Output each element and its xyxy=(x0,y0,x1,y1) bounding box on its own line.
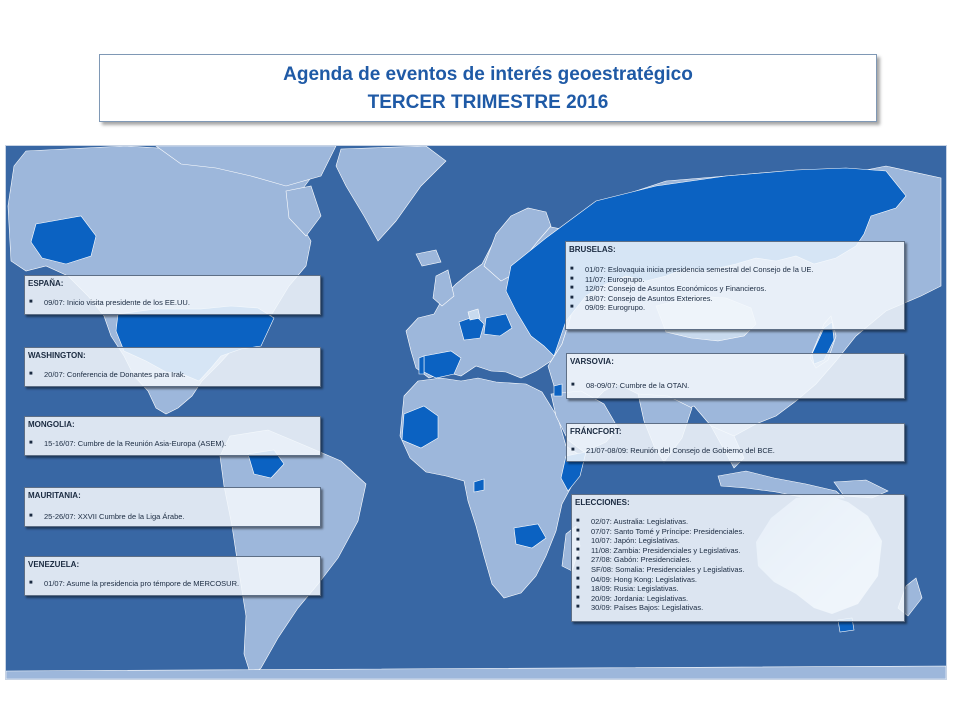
bullet-icon: ■ xyxy=(29,440,33,446)
elecciones-item: ■ 27/08: Gabón: Presidenciales. xyxy=(576,555,692,565)
bruselas-item: ■ 18/07: Consejo de Asuntos Exteriores. xyxy=(570,293,713,303)
varsovia-label: VARSOVIA: xyxy=(570,357,614,366)
elecciones-item: ■ 07/07: Santo Tomé y Príncipe: Presidenciales. xyxy=(576,526,745,536)
elecciones-item: ■ 30/09: Países Bajos: Legislativas. xyxy=(576,603,704,613)
elecciones-item: ■ 02/07: Australia: Legislativas. xyxy=(576,517,689,526)
venezuela-box xyxy=(24,556,321,596)
francfort-item: ■ 21/07-08/09: Reunión del Consejo de Gobierno del BCE. xyxy=(571,446,775,455)
bullet-icon: ■ xyxy=(570,266,574,272)
espana-label: ESPAÑA: xyxy=(28,279,64,288)
mauritania-box xyxy=(24,487,321,527)
elecciones-item: ■ 11/08: Zambia: Presidenciales y Legislativas. xyxy=(576,545,741,555)
espana-item: ■ 09/07: Inicio visita presidente de los EE.UU. xyxy=(29,298,190,307)
bullet-icon: ■ xyxy=(570,285,574,292)
bullet-icon: ■ xyxy=(576,604,580,611)
bullet-icon: ■ xyxy=(29,513,33,519)
bullet-icon: ■ xyxy=(576,546,580,553)
bruselas-box xyxy=(565,241,905,330)
francfort-box xyxy=(566,423,905,462)
varsovia-item: ■ 08-09/07: Cumbre de la OTAN. xyxy=(571,381,690,390)
elecciones-label: ELECCIONES: xyxy=(575,498,630,507)
bullet-icon: ■ xyxy=(570,275,574,282)
bruselas-item: ■ 01/07: Eslovaquia inicia presidencia semestral del Consejo de la UE. xyxy=(570,265,814,274)
bruselas-label: BRUSELAS: xyxy=(569,245,616,254)
bullet-icon: ■ xyxy=(576,537,580,544)
elecciones-item: ■ 04/09: Hong Kong: Legislativas. xyxy=(576,574,697,584)
bullet-icon: ■ xyxy=(29,299,33,305)
mongolia-item: ■ 15-16/07: Cumbre de la Reunión Asia-Europa (ASEM). xyxy=(29,439,227,448)
mongolia-box xyxy=(24,416,321,456)
bullet-icon: ■ xyxy=(571,382,575,388)
washington-label: WASHINGTON: xyxy=(28,351,86,360)
bullet-icon: ■ xyxy=(570,294,574,301)
title-box xyxy=(99,54,877,122)
washington-box xyxy=(24,347,321,387)
elecciones-item: ■ 18/09: Rusia: Legislativas. xyxy=(576,584,679,594)
elecciones-item: ■ 20/09: Jordania: Legislativas. xyxy=(576,593,689,603)
bullet-icon: ■ xyxy=(576,575,580,582)
bullet-icon: ■ xyxy=(576,556,580,563)
venezuela-label: VENEZUELA: xyxy=(28,560,80,569)
bullet-icon: ■ xyxy=(576,518,580,524)
bullet-icon: ■ xyxy=(29,371,33,377)
bullet-icon: ■ xyxy=(576,594,580,601)
washington-item: ■ 20/07: Conferencia de Donantes para Irak. xyxy=(29,370,186,379)
elecciones-item: ■ SF/08: Somalia: Presidenciales y Legislativas. xyxy=(576,564,745,574)
elecciones-item: ■ 10/07: Japón: Legislativas. xyxy=(576,536,680,546)
bruselas-item: ■ 11/07: Eurogrupo. xyxy=(570,274,645,284)
highlight-jordan xyxy=(554,384,562,396)
bruselas-item: ■ 09/09: Eurogrupo. xyxy=(570,303,646,313)
varsovia-box xyxy=(566,353,905,399)
espana-box xyxy=(24,275,321,315)
venezuela-item: ■ 01/07: Asume la presidencia pro témpore de MERCOSUR. xyxy=(29,579,240,588)
bullet-icon: ■ xyxy=(570,304,574,311)
bullet-icon: ■ xyxy=(576,585,580,592)
mauritania-label: MAURITANIA: xyxy=(28,491,81,500)
francfort-label: FRÁNCFORT: xyxy=(570,427,622,436)
bullet-icon: ■ xyxy=(576,527,580,534)
mauritania-item: ■ 25-26/07: XXVII Cumbre de la Liga Árabe. xyxy=(29,512,185,521)
elecciones-box xyxy=(571,494,905,622)
bullet-icon: ■ xyxy=(29,580,33,586)
bruselas-item: ■ 12/07: Consejo de Asuntos Económicos y Financieros. xyxy=(570,284,767,294)
bullet-icon: ■ xyxy=(571,447,575,453)
page-subtitle: TERCER TRIMESTRE 2016 xyxy=(367,92,609,113)
mongolia-label: MONGOLIA: xyxy=(28,420,75,429)
highlight-portugal xyxy=(419,356,424,374)
page-title: Agenda de eventos de interés geoestratégico xyxy=(283,64,693,85)
bullet-icon: ■ xyxy=(576,565,580,572)
